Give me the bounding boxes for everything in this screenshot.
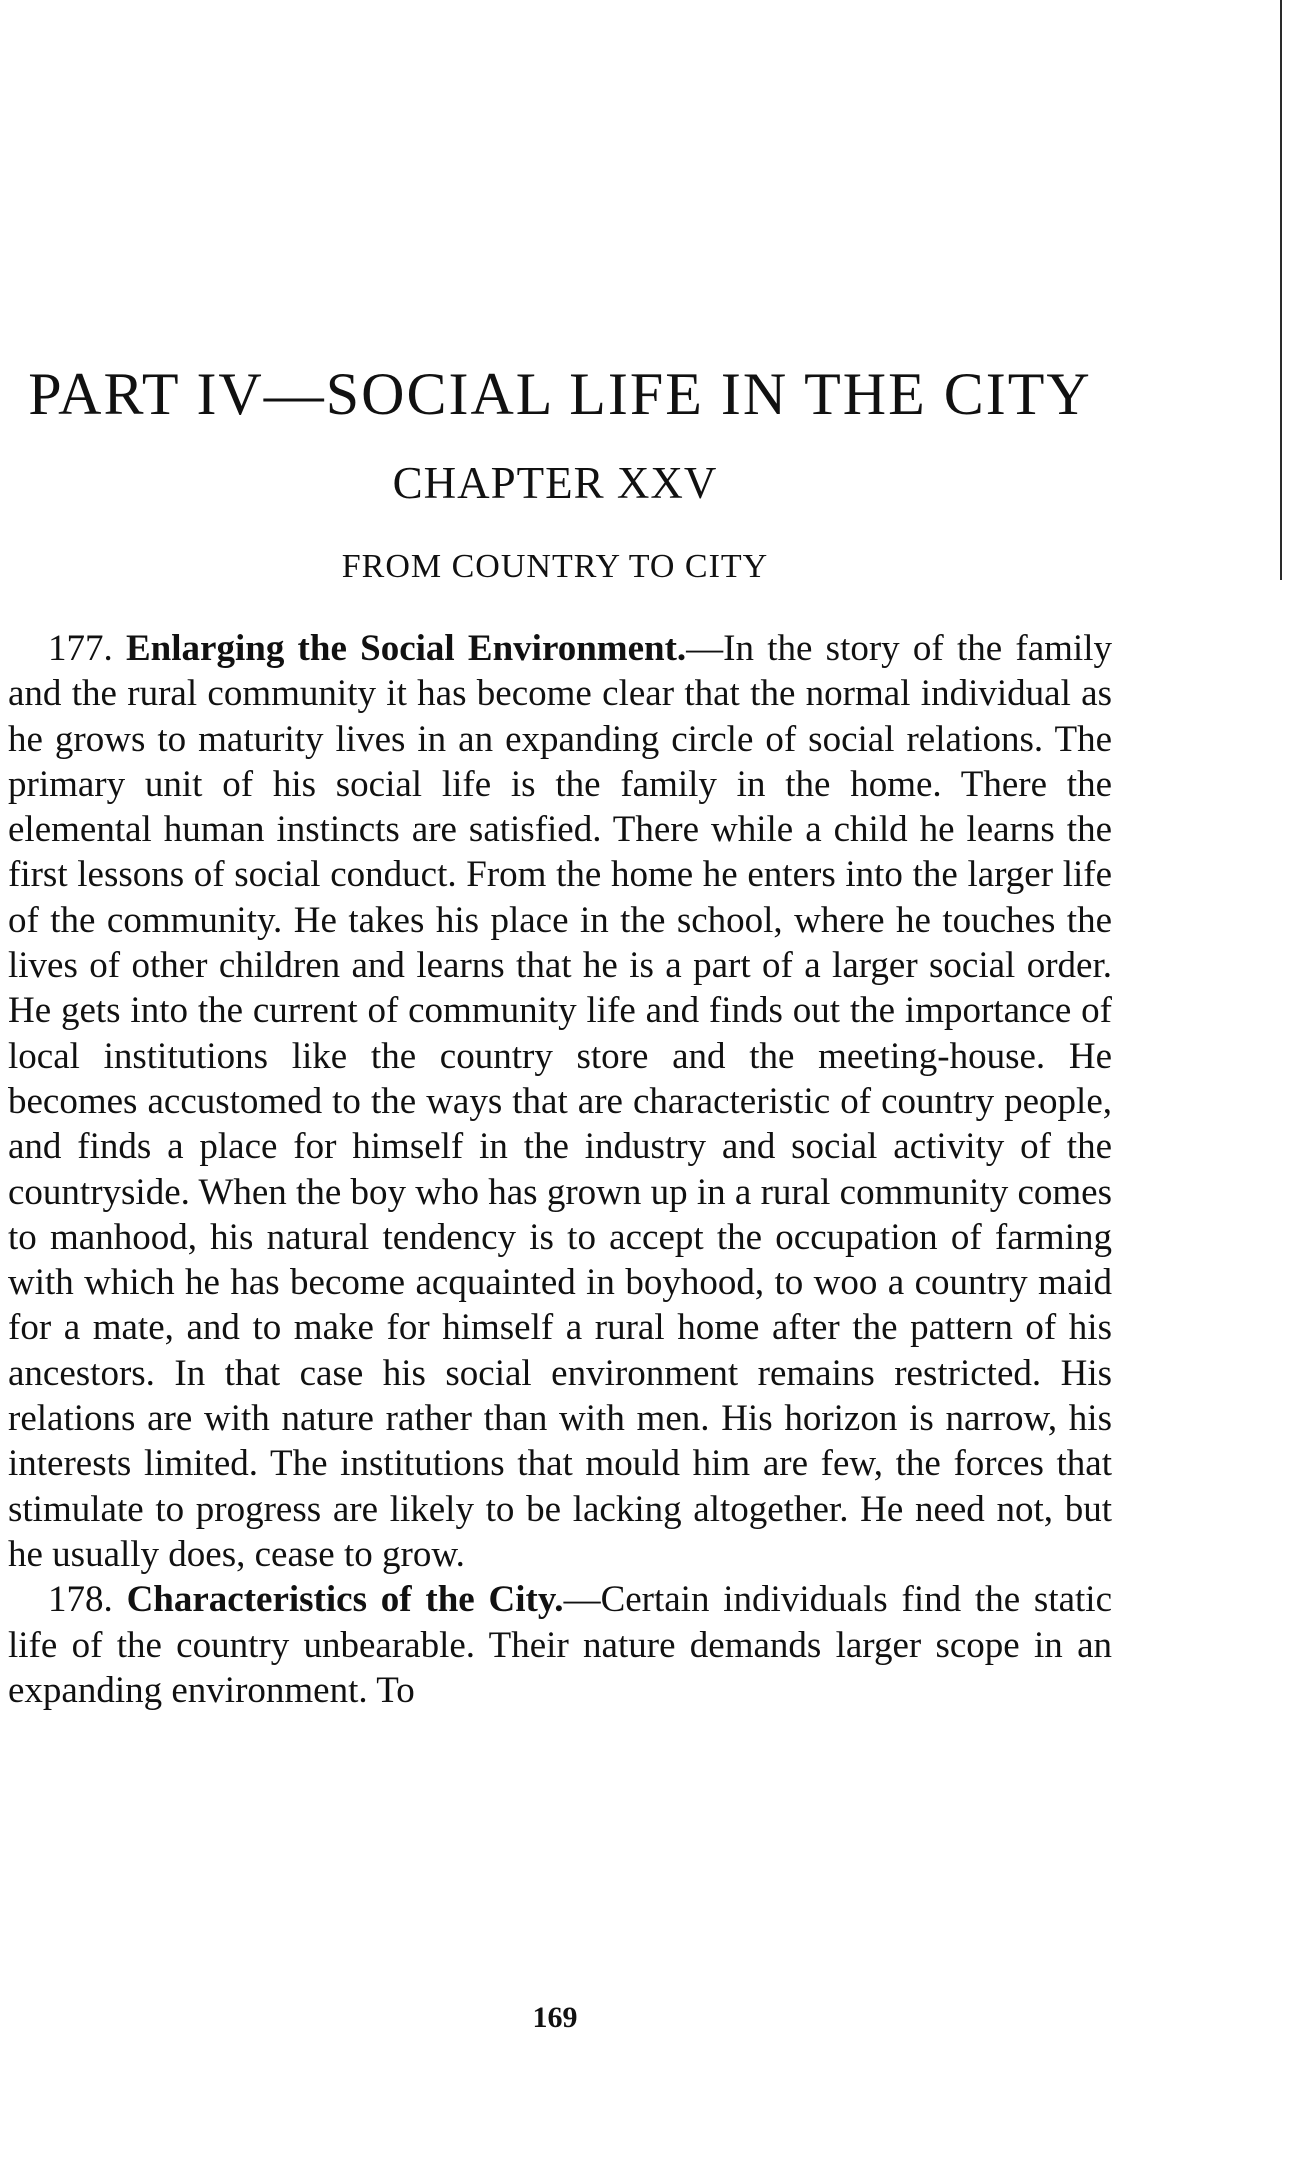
section-text: —In the story of the family and the rural community it has become clear that the normal individual as he grows to maturity lives in an expanding circle of social relations. The primary unit of his social life is the family in the home. There the elemental human instincts are satisfied. There while a child he learns the first lessons of social conduct. From the home he enters into the larger life of the community. He takes his place in the school, where he touches the lives of other children and learns that he is a part of a larger social order. He gets into the current of community life and finds out the importance of local institutions like the country store and the meeting-house. He becomes accustomed to the ways that are characteristic of country people, and finds a place for himself in the industry and social activity of the countryside. When the boy who has grown up in a rural community comes to manhood, his natural tendency is to accept the occupation of farming with which he has become acquainted in boyhood, to woo a country maid for a mate, and to make for himself a rural home after the pattern of his ancestors. In that case his social environment remains restricted. His relations are with nature rather than with men. His horizon is narrow, his interests limited. The institutions that mould him are few, the forces that stimulate to progress are likely to be lacking altogether. He need not, but he usually does, cease to grow.	[8, 628, 1112, 1575]
section-paragraph	[8, 626, 1112, 1577]
section-text: —Certain individuals find the static life of the country unbearable. Their nature demands larger scope in an expanding environment. To	[8, 1579, 1113, 1711]
chapter-title: CHAPTER XXV	[392, 458, 718, 508]
part-title: PART IV—SOCIAL LIFE IN THE CITY	[28, 361, 1092, 427]
section-number: 178.	[48, 1579, 113, 1621]
section-heading: Characteristics of the City.	[126, 1579, 564, 1621]
section-heading: Enlarging the Social Environment.	[126, 628, 687, 669]
page-edge-line	[1280, 0, 1282, 580]
section-paragraph	[8, 1577, 1112, 1713]
chapter-subtitle: FROM COUNTRY TO CITY	[341, 548, 769, 585]
section-number: 177.	[48, 628, 113, 669]
page-number: 169	[532, 2001, 578, 2034]
body-text	[8, 626, 1112, 1713]
